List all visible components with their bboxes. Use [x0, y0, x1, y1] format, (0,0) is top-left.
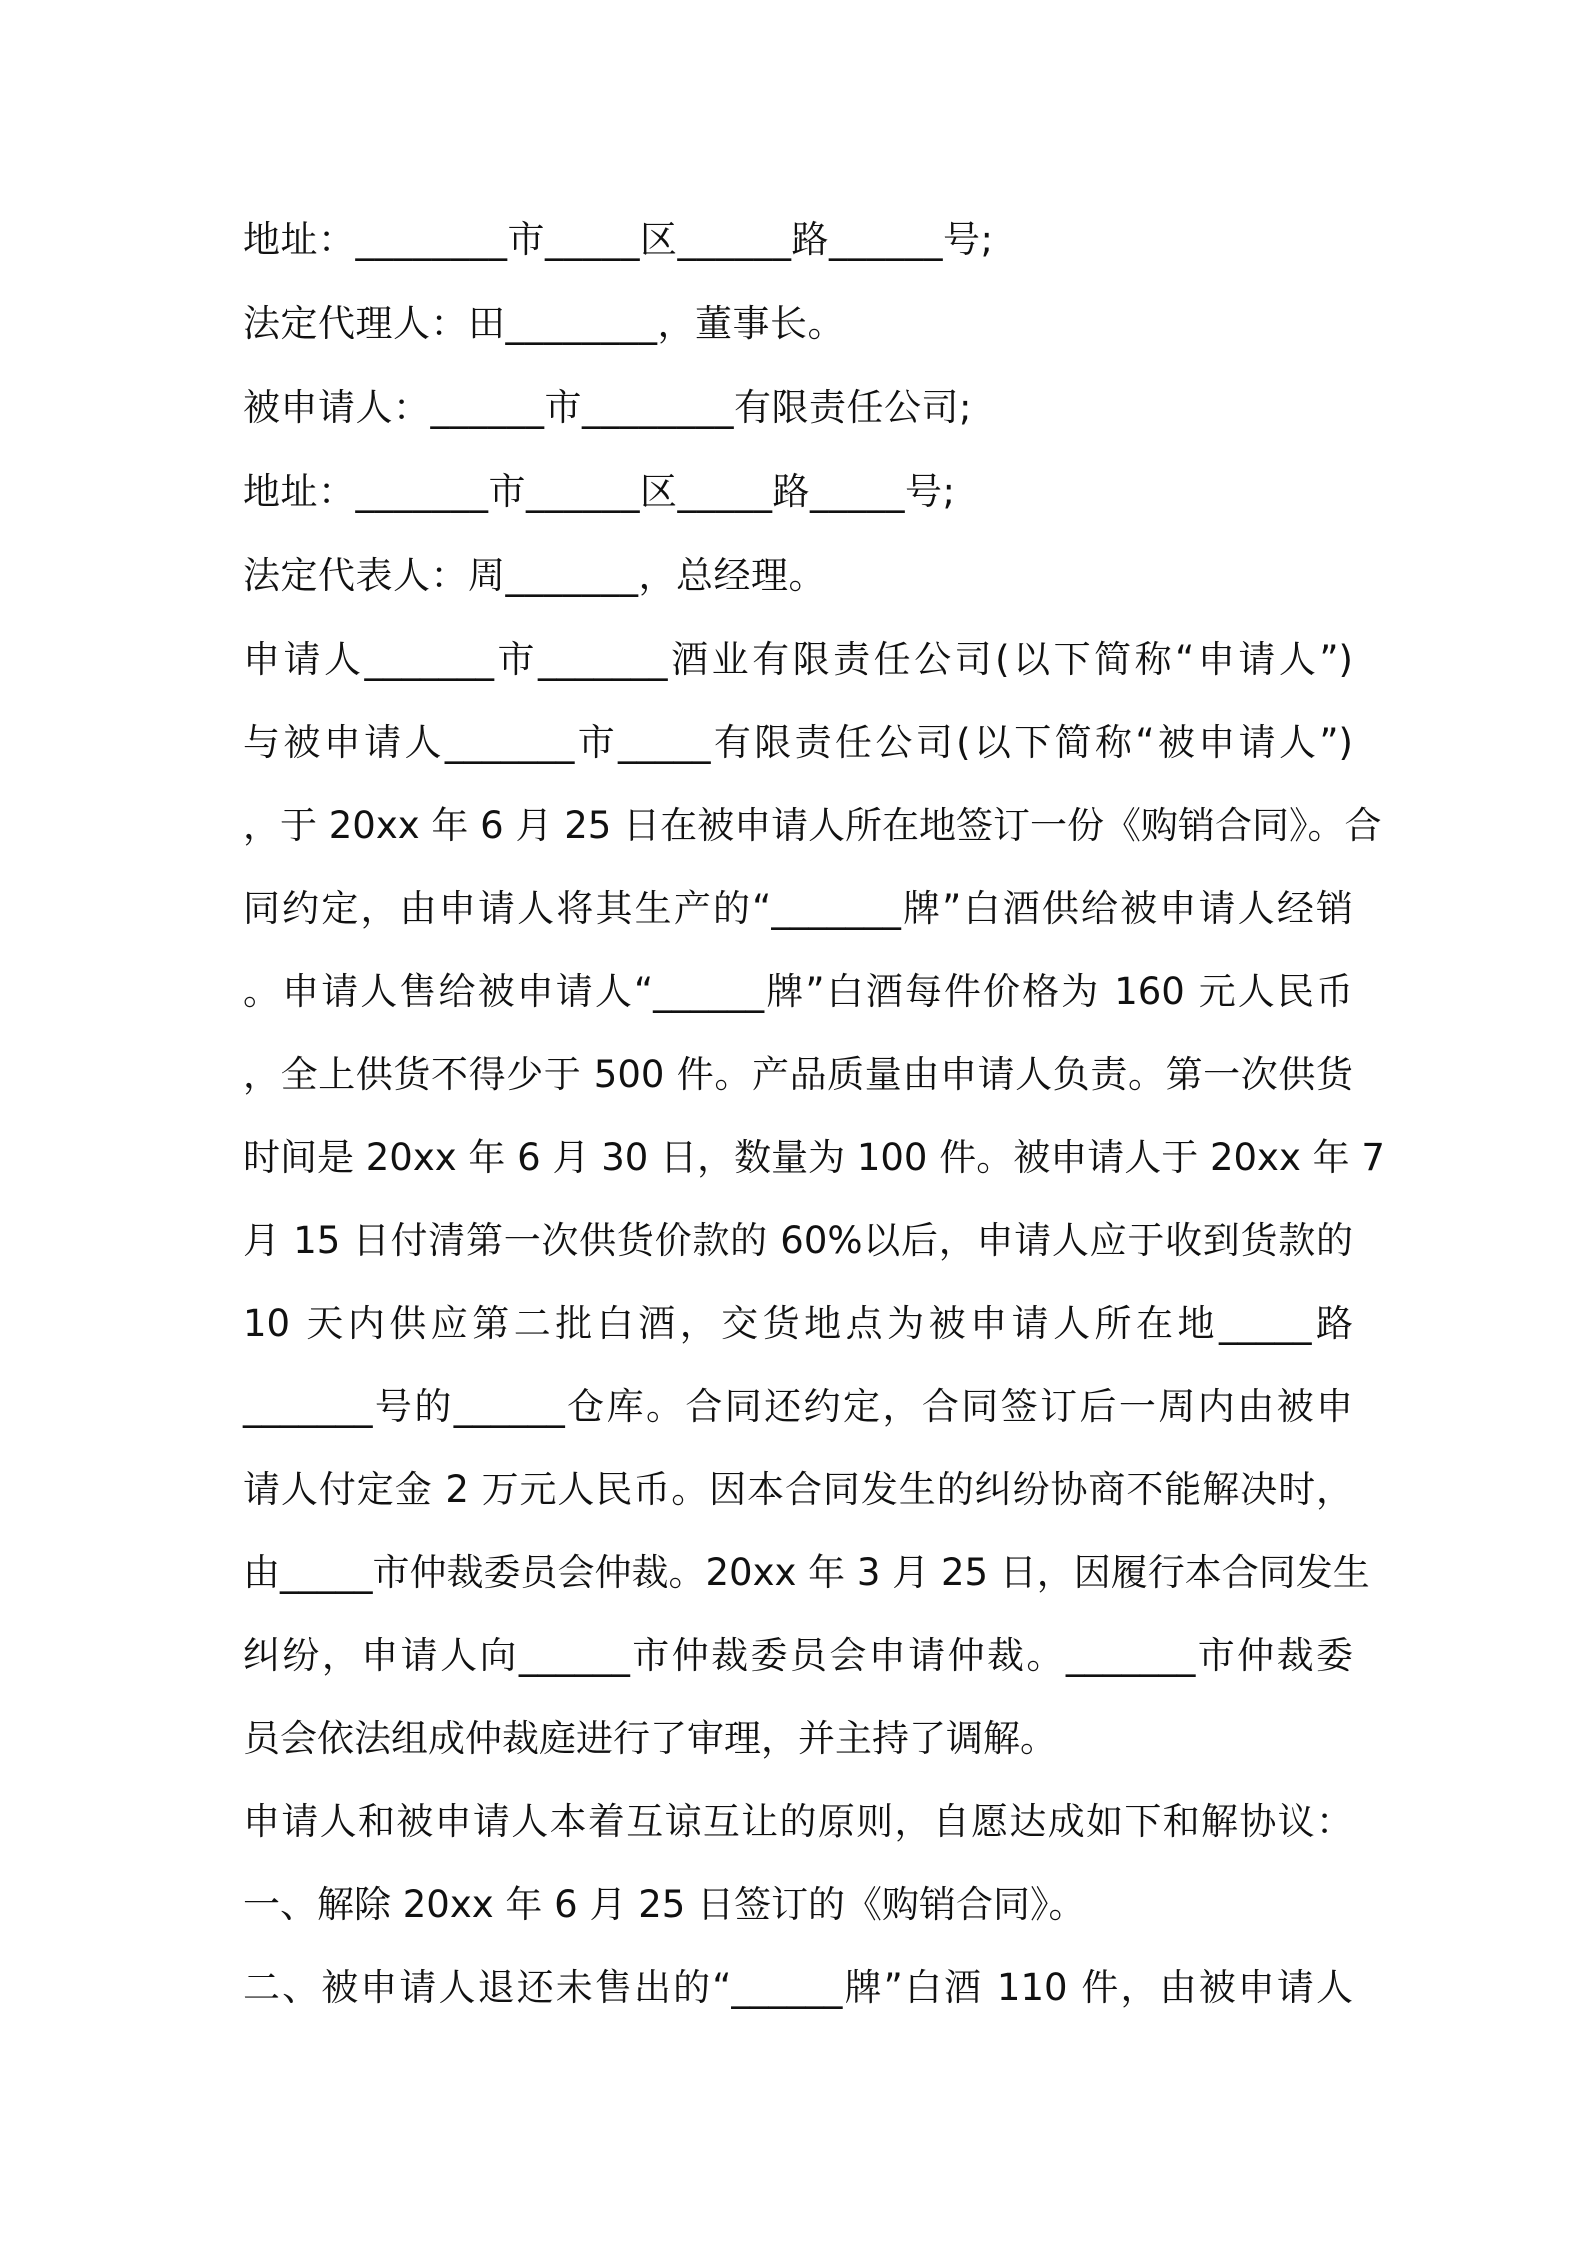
- applicant-address-line: 地址：________市_____区______路______号;: [243, 218, 994, 261]
- applicant-legal-agent-line: 法定代理人：田________，董事长。: [243, 302, 845, 345]
- respondent-legal-rep-line: 法定代表人：周_______，总经理。: [243, 554, 826, 597]
- respondent-address-line: 地址：_______市______区_____路_____号;: [243, 470, 956, 513]
- party-info-section: [243, 198, 1353, 618]
- paragraph-line: 申请人_______市_______酒业有限责任公司(以下简称“申请人”): [243, 638, 1353, 681]
- paragraph-line: 纠纷，申请人向______市仲裁委员会申请仲裁。_______市仲裁委: [243, 1634, 1353, 1677]
- settlement-clause-2: 二、被申请人退还未售出的“______牌”白酒 110 件，由被申请人: [243, 1966, 1353, 2009]
- paragraph-line: 请人付定金 2 万元人民币。因本合同发生的纠纷协商不能解决时，: [243, 1468, 1353, 1511]
- respondent-name-line: 被申请人：______市________有限责任公司;: [243, 386, 972, 429]
- paragraph-line: 。申请人售给被申请人“______牌”白酒每件价格为 160 元人民币: [243, 970, 1353, 1013]
- paragraph-line: 10 天内供应第二批白酒，交货地点为被申请人所在地_____路: [243, 1302, 1353, 1345]
- paragraph-line: 时间是 20xx 年 6 月 30 日，数量为 100 件。被申请人于 20xx 年 7: [243, 1136, 1385, 1179]
- case-facts-paragraph: [243, 618, 1385, 1780]
- paragraph-line: _______号的______仓库。合同还约定，合同签订后一周内由被申: [243, 1385, 1353, 1428]
- paragraph-line: 同约定，由申请人将其生产的“_______牌”白酒供给被申请人经销: [243, 887, 1353, 930]
- settlement-agreement-section: [243, 1780, 1353, 2029]
- paragraph-line: 员会依法组成仲裁庭进行了审理，并主持了调解。: [243, 1717, 1057, 1760]
- paragraph-line: ，于 20xx 年 6 月 25 日在被申请人所在地签订一份《购销合同》。合: [243, 804, 1382, 847]
- paragraph-line: 与被申请人_______市_____有限责任公司(以下简称“被申请人”): [243, 721, 1353, 764]
- document-body: [243, 198, 1385, 2029]
- paragraph-line: ，全上供货不得少于 500 件。产品质量由申请人负责。第一次供货: [243, 1053, 1353, 1096]
- settlement-intro-line: 申请人和被申请人本着互谅互让的原则，自愿达成如下和解协议：: [243, 1800, 1353, 1843]
- settlement-clause-1: 一、解除 20xx 年 6 月 25 日签订的《购销合同》。: [243, 1883, 1086, 1926]
- paragraph-line: 月 15 日付清第一次供货价款的 60%以后，申请人应于收到货款的: [243, 1219, 1353, 1262]
- paragraph-line: 由_____市仲裁委员会仲裁。20xx 年 3 月 25 日，因履行本合同发生: [243, 1551, 1370, 1594]
